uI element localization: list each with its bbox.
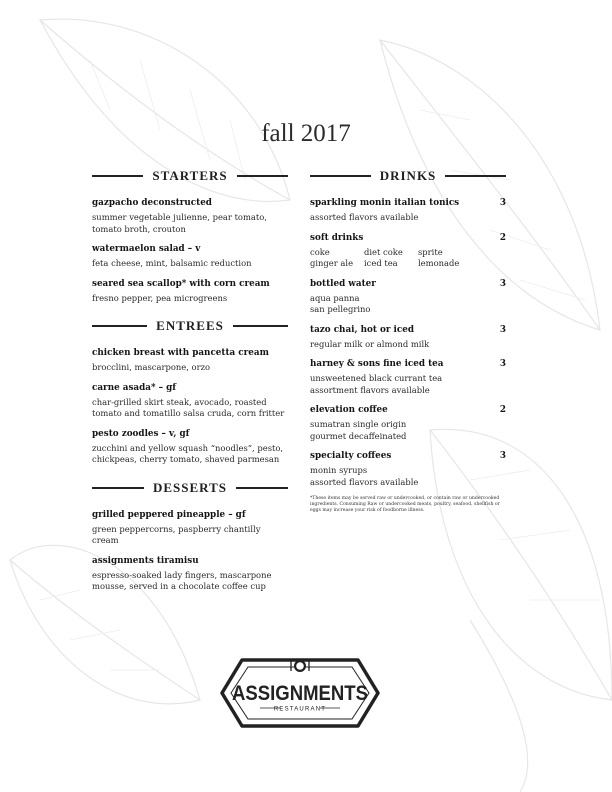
desserts-heading (92, 478, 288, 498)
soft-drink: lemonade (418, 258, 460, 268)
item-name: seared sea scallop* with corn cream (92, 278, 270, 289)
section-title: DESSERTS (152, 479, 228, 495)
menu-item (310, 450, 506, 488)
item-price: 3 (499, 451, 506, 461)
menu-item (92, 197, 288, 235)
item-name: harney & sons fine iced tea (310, 359, 444, 369)
soft-drink: ginger ale (310, 258, 354, 268)
menu-item (92, 347, 288, 374)
item-desc: assorted flavors available (310, 212, 419, 222)
soft-drink: iced tea (364, 258, 398, 268)
starters-heading (92, 166, 288, 186)
item-desc: espresso-soaked lady fingers, mascarpone (92, 569, 272, 580)
item-name-row (310, 450, 506, 463)
item-price: 3 (499, 198, 506, 208)
item-desc: fresno pepper, pea microgreens (92, 292, 228, 303)
section-title: STARTERS (152, 168, 228, 183)
item-name: assignments tiramisu (92, 555, 199, 566)
section-title: ENTREES (156, 318, 224, 333)
item-name: tazo chai, hot or iced (310, 324, 415, 335)
item-desc: monin syrups (310, 465, 368, 475)
left-column (92, 166, 288, 601)
menu-item (92, 382, 288, 420)
item-price: 3 (499, 278, 506, 289)
item-desc: cream (92, 535, 119, 545)
entrees-heading (92, 316, 288, 336)
item-name-row (310, 324, 506, 337)
menu-item (310, 404, 506, 442)
drinks-heading (310, 166, 506, 186)
item-desc: assortment flavors available (310, 384, 430, 395)
menu-item (92, 509, 288, 547)
item-desc: unsweetened black currant tea (310, 373, 443, 383)
restaurant-logo (220, 648, 380, 738)
item-name-row (310, 197, 506, 210)
item-name: bottled water (310, 278, 376, 289)
item-name-row (310, 278, 506, 291)
item-price: 2 (499, 232, 506, 243)
item-price: 3 (499, 324, 506, 335)
item-desc: green peppercorns, paspberry chantilly (92, 523, 261, 534)
menu-item (310, 358, 506, 396)
item-name: specialty coffees (310, 451, 392, 461)
item-name: sparkling monin italian tonics (310, 198, 460, 208)
item-desc: brocclini, mascarpone, orzo (92, 362, 211, 372)
item-desc: regular milk or almond milk (310, 338, 430, 349)
item-price: 2 (499, 405, 506, 415)
menu-item (92, 278, 288, 305)
soft-drink: coke (310, 246, 330, 257)
item-name-row (310, 232, 506, 245)
menu-item (92, 243, 288, 270)
item-desc: zucchini and yellow squash “noodles”, pesto, (92, 442, 284, 453)
menu-item (310, 278, 506, 316)
soft-drink: diet coke (364, 246, 403, 257)
item-desc: summer vegetable julienne, pear tomato, (92, 212, 267, 222)
menu-item (310, 232, 506, 270)
item-desc: gourmet decaffeinated (310, 430, 407, 441)
item-name: gazpacho deconstructed (92, 198, 212, 208)
right-column (310, 166, 506, 515)
menu-item (310, 324, 506, 351)
item-name-row (310, 404, 506, 417)
item-desc: tomato and tomatillo salsa cruda, corn fritter (92, 408, 285, 418)
soft-drinks-list (310, 247, 506, 270)
item-desc: aqua panna (310, 292, 360, 303)
item-desc: tomato broth, crouton (92, 223, 186, 234)
item-desc: mousse, served in a chocolate coffee cup (92, 581, 266, 591)
menu-item (310, 197, 506, 224)
item-desc: chickpeas, cherry tomato, shaved parmesan (92, 454, 280, 464)
item-name: pesto zoodles – v, gf (92, 428, 190, 439)
item-price: 3 (499, 359, 506, 369)
section-title: DRINKS (379, 168, 437, 183)
logo-subtitle: RESTAURANT (273, 706, 327, 713)
soft-drink: sprite (418, 246, 443, 257)
item-name: watermaelon salad – v (92, 244, 201, 254)
item-name: grilled peppered pineapple – gf (92, 509, 246, 520)
logo-name: ASSIGNMENTS (232, 682, 368, 705)
item-desc: assorted flavors available (310, 476, 419, 487)
page-title: fall 2017 (261, 120, 351, 147)
item-name: soft drinks (310, 232, 364, 243)
item-name: elevation coffee (310, 405, 388, 415)
item-name-row (310, 358, 506, 371)
item-desc: char-grilled skirt steak, avocado, roasted (92, 396, 267, 407)
menu-item (92, 555, 288, 593)
menu-item (92, 428, 288, 466)
item-desc: sumatran single origin (310, 419, 407, 429)
item-name: chicken breast with pancetta cream (92, 348, 269, 358)
item-desc: feta cheese, mint, balsamic reduction (92, 258, 252, 268)
raw-food-footnote: *These items may be served raw or undercooked, or contain raw or undercooked ingredients. Consuming Raw or undercooked meats, poultry, seafood, shellfish or eggs may increase your risk of foodborne illness. (310, 496, 500, 514)
item-name: carne asada* – gf (92, 382, 177, 393)
item-desc: san pellegrino (310, 304, 371, 314)
